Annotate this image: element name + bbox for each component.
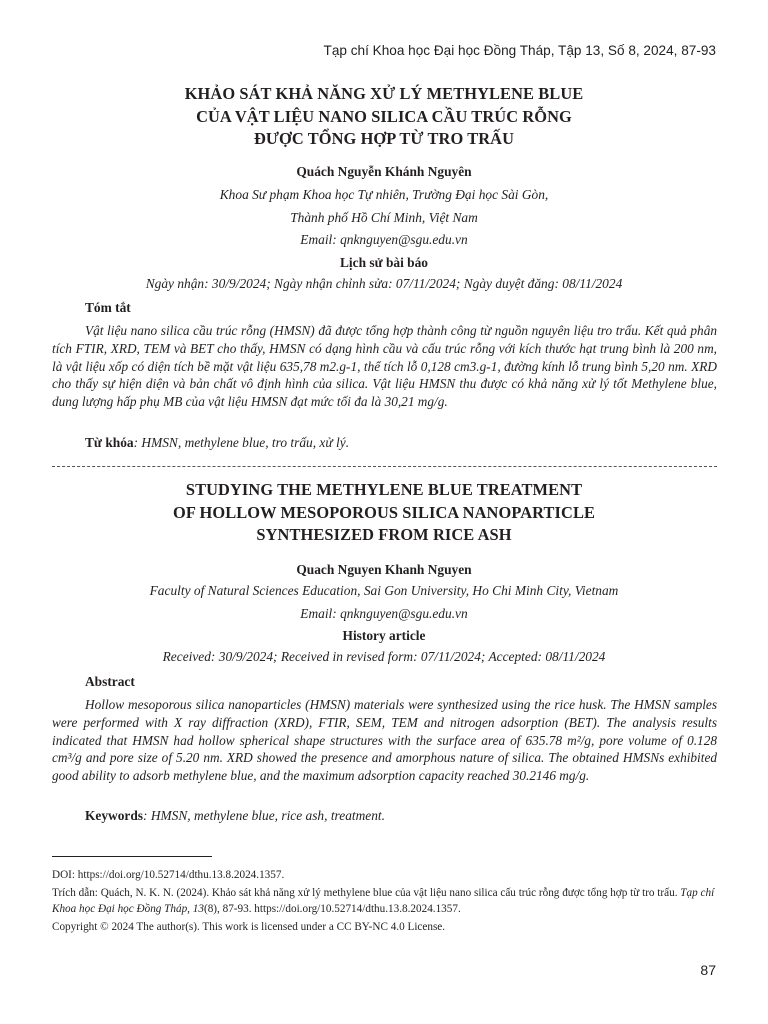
en-author: Quach Nguyen Khanh Nguyen (296, 562, 472, 577)
en-keywords-label: Keywords (85, 808, 144, 823)
en-history-label: History article (342, 628, 426, 643)
citation-suffix[interactable]: (8), 87-93. https://doi.org/10.52714/dthu.13.8.2024.1357. (203, 903, 461, 915)
footnote-rule (52, 856, 212, 857)
vi-affiliation-line-1: Khoa Sư phạm Khoa học Tự nhiên, Trường Đại học Sài Gòn, (219, 187, 549, 202)
footnote-citation (52, 885, 720, 917)
vi-keywords (85, 435, 349, 451)
en-abstract: Hollow mesoporous silica nanoparticles (HMSN) materials were synthesized using the rice husk. The HMSN samples were performed with X ray diffraction (XRD), FTIR, SEM, TEM and nitrogen adsorption (BET). The analysis results indicated that HMSN had hollow spherical shape structures with the surface area of 635.78 m²/g, pore volume of 0.128 cm³/g and pore size of 5.20 nm. XRD showed the presence and amorphous nature of silica. The obtained HMSNs exhibited good ability to adsorb methylene blue, and the maximum adsorption capacity reached 30.2146 mg/g. (52, 697, 717, 784)
page-number: 87 (700, 962, 716, 978)
running-head: Tạp chí Khoa học Đại học Đồng Tháp, Tập 13, Số 8, 2024, 87-93 (323, 43, 716, 58)
footnote-copyright: Copyright © 2024 The author(s). This work is licensed under a CC BY-NC 4.0 License. (52, 921, 446, 933)
citation-text: Trích dẫn: Quách, N. K. N. (2024). Khảo sát khả năng xử lý methylene blue của vật liệu nano silica cấu trúc rỗng được tổng hợp từ tro trấu. (52, 887, 681, 899)
en-email: Email: qnknguyen@sgu.edu.vn (300, 606, 468, 621)
vi-email: Email: qnknguyen@sgu.edu.vn (300, 232, 468, 247)
en-title-line-2: OF HOLLOW MESOPOROUS SILICA NANOPARTICLE (172, 502, 596, 522)
vi-affiliation-line-2: Thành phố Hồ Chí Minh, Việt Nam (290, 210, 478, 225)
vi-keywords-label: Từ khóa (85, 435, 134, 450)
vi-title-line-2: CỦA VẬT LIỆU NANO SILICA CẦU TRÚC RỖNG (196, 106, 572, 126)
vi-title (0, 83, 768, 151)
en-title-line-3: SYNTHESIZED FROM RICE ASH (256, 525, 512, 544)
vi-title-line-1: KHẢO SÁT KHẢ NĂNG XỬ LÝ METHYLENE BLUE (184, 84, 584, 103)
vi-title-line-3: ĐƯỢC TỔNG HỢP TỪ TRO TRẤU (253, 129, 515, 148)
en-keywords-text: : HMSN, methylene blue, rice ash, treatment. (143, 808, 385, 823)
en-abstract-label: Abstract (85, 674, 135, 689)
section-divider (52, 466, 717, 467)
vi-abstract-label: Tóm tắt (85, 300, 131, 315)
vi-history-label: Lịch sử bài báo (339, 255, 429, 270)
en-keywords (85, 808, 385, 824)
citation-journal: Tạp chí Khoa học Đại học Đồng Tháp, 13 (52, 887, 715, 915)
en-title-line-1: STUDYING THE METHYLENE BLUE TREATMENT (185, 480, 583, 499)
vi-keywords-text: : HMSN, methylene blue, tro trấu, xử lý. (133, 435, 350, 450)
en-affiliation: Faculty of Natural Sciences Education, Sai Gon University, Ho Chi Minh City, Vietnam (149, 583, 619, 598)
vi-history: Ngày nhận: 30/9/2024; Ngày nhận chỉnh sửa: 07/11/2024; Ngày duyệt đăng: 08/11/2024 (145, 276, 623, 291)
footnote-doi[interactable]: DOI: https://doi.org/10.52714/dthu.13.8.2024.1357. (52, 869, 285, 881)
en-title (0, 479, 768, 547)
vi-author: Quách Nguyễn Khánh Nguyên (296, 164, 472, 179)
vi-abstract: Vật liệu nano silica cầu trúc rỗng (HMSN) đã được tổng hợp thành công từ nguồn nguyên liệu tro trấu. Kết quả phân tích FTIR, XRD, TEM và BET cho thấy, HMSN có dạng hình cầu và cấu trúc rỗng với kích thước hạt trung bình là 200 nm, là vật liệu xốp có diện tích bề mặt vật liệu 635,78 m2.g-1, thể tích lỗ 0,128 cm3.g-1, đường kính lỗ trung bình 5,20 nm. XRD cho thấy sự hiện diện và bản chất vô định hình của silica. Vật liệu HMSN thu được có khả năng xử lý tốt Methylene blue, dung lượng hấp phụ MB của vật liệu HMSN đạt mức tối đa là 30,21 mg/g. (52, 323, 717, 410)
en-history: Received: 30/9/2024; Received in revised form: 07/11/2024; Accepted: 08/11/2024 (162, 649, 606, 664)
